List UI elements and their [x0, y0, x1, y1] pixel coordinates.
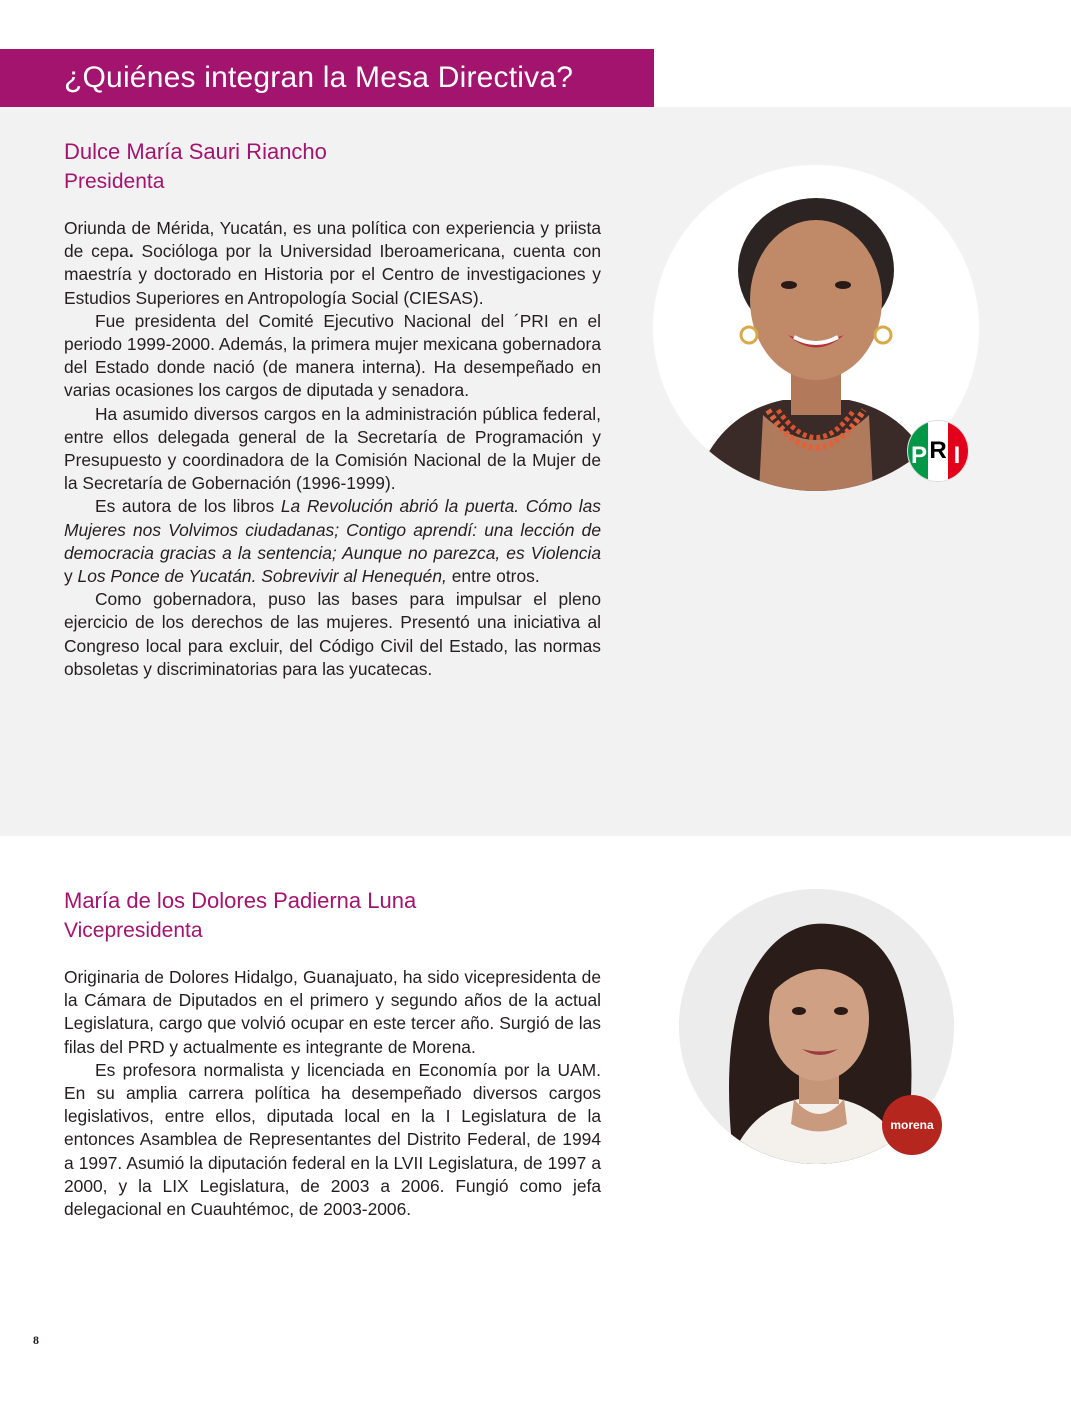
- bio-paragraph: Como gobernadora, puso las bases para impulsar el pleno ejercicio de los derechos de las mujeres. Presentó una iniciativa al Congreso local para excluir, del Código Civil del Estado, las normas obsoletas y discriminatorias para las yucatecas.: [64, 589, 601, 679]
- bio-paragraph: Originaria de Dolores Hidalgo, Guanajuato, ha sido vicepresidenta de la Cámara de Diputados en el primero y segundo años de la actual Legislatura, cargo que volvió ocupar en este tercer año. Surgió de las filas del PRD y actualmente es integrante de Morena.: [64, 967, 601, 1057]
- bio-paragraph: Ha asumido diversos cargos en la administración pública federal, entre ellos delegada general de la Secretaría de Programación y Presupuesto y coordinadora de la Comisión Nacional de la Mujer de la Secretaría de Gobernación (1996-1999).: [64, 403, 601, 494]
- morena-logo-text: morena: [890, 1118, 934, 1132]
- profile-vicepresidenta: [64, 886, 601, 1221]
- party-logo-morena: [882, 1095, 942, 1155]
- profile-role: Vicepresidenta: [64, 919, 203, 942]
- profile-bio: [64, 966, 601, 1221]
- bio-paragraph: Es autora de los libros La Revolución abrió la puerta. Cómo las Mujeres nos Volvimos ciudadanas; Contigo aprendí: una lección de democracia gracias a la sentencia; Aunque no parezca, es Violencia y Los Ponce de Yucatán. Sobrevivir al Henequén, entre otros.: [64, 496, 601, 587]
- pri-logo-letter: P: [910, 442, 928, 469]
- bio-paragraph: Es profesora normalista y licenciada en Economía por la UAM. En su amplia carrera política ha desempeñado diversos cargos legislativos, entre ellos, diputada local en la I Legislatura de la entonces Asamblea de Representantes del Distrito Federal, de 1994 a 1997. Asumió la diputación federal en la LVII Legislatura, de 1997 a 2000, y la LIX Legislatura, de 2003 a 2006. Fungió como jefa delegacional en Cuauhtémoc, de 2003-2006.: [64, 1059, 601, 1220]
- pri-logo-letter: I: [953, 442, 961, 469]
- pri-logo-letter: R: [929, 437, 947, 464]
- section-header: ¿Quiénes integran la Mesa Directiva?: [0, 49, 654, 107]
- party-logo-pri: [907, 420, 969, 482]
- bio-paragraph: Oriunda de Mérida, Yucatán, es una política con experiencia y priista de cepa. Socióloga por la Universidad Iberoamericana, cuenta con maestría y doctorado en Historia por el Centro de investigaciones y Estudios Superiores en Antropología Social (CIESAS).: [64, 218, 601, 308]
- profile-bio: [64, 217, 601, 681]
- profile-name: Dulce María Sauri Riancho: [64, 139, 327, 164]
- profile-name: María de los Dolores Padierna Luna: [64, 888, 417, 913]
- profile-presidenta: [64, 137, 601, 681]
- page-number: 8: [33, 1333, 39, 1347]
- pri-logo-icon: [908, 421, 968, 481]
- bio-paragraph: Fue presidenta del Comité Ejecutivo Nacional del ´PRI en el periodo 1999-2000. Además, la primera mujer mexicana gobernadora del Estado donde nació (de manera interna). Ha desempeñado en varias ocasiones los cargos de diputada y senadora.: [64, 310, 601, 401]
- profile-role: Presidenta: [64, 170, 165, 193]
